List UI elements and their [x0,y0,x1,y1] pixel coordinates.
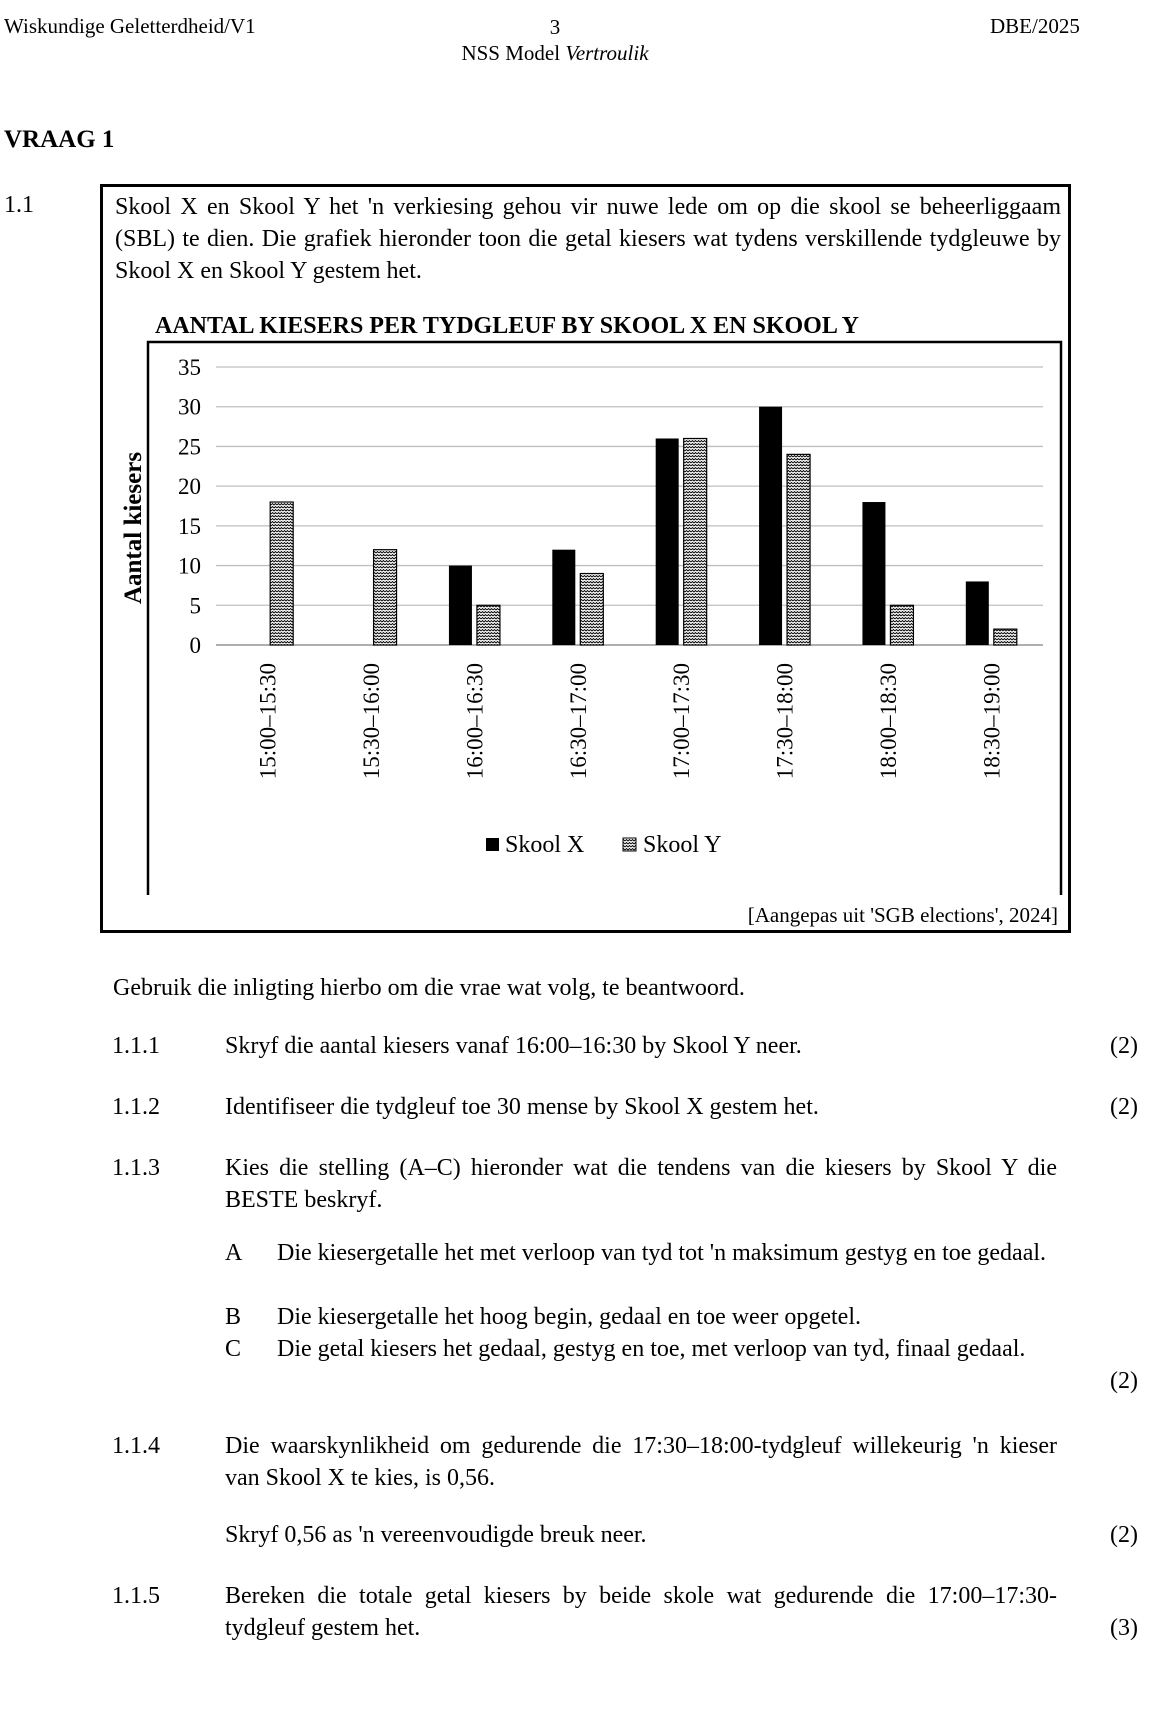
x-tick-label: 16:30–17:00 [565,663,591,780]
subq-number-2: 1.1.2 [112,1094,160,1120]
x-tick-label: 15:00–15:30 [255,663,281,780]
x-tick-label: 18:00–18:30 [875,663,901,780]
header-code: DBE/2025 [990,14,1080,38]
question-heading: VRAAG 1 [4,126,115,153]
subq-marks-1: (2) [1110,1033,1138,1059]
instruction-text: Gebruik die inligting hierbo om die vrae wat volg, te beantwoord. [113,975,745,1001]
y-tick-label: 35 [178,355,201,380]
subq-text-4: Die waarskynlikheid om gedurende die 17:30–18:00-tydgleuf willekeurig 'n kieser van Skool X te kies, is 0,56. [225,1433,1057,1491]
subq-number-3: 1.1.3 [112,1155,160,1181]
legend-label-skool-y: Skool Y [643,832,722,858]
option-text-a: Die kiesergetalle het met verloop van tyd tot 'n maksimum gestyg en toe gedaal. [277,1240,1047,1266]
y-tick-label: 25 [178,434,201,460]
x-tick-label: 17:30–18:00 [772,663,798,780]
option-text-c: Die getal kiesers het gedaal, gestyg en toe, met verloop van tyd, finaal gedaal. [277,1336,1026,1362]
subq-marks-3: (2) [1110,1368,1138,1394]
chart-title: AANTAL KIESERS PER TYDGLEUF BY SKOOL X EN SKOOL Y [155,313,859,339]
bar-skool-x [862,502,885,645]
y-tick-label: 10 [178,553,201,579]
bar-skool-x [552,550,575,645]
subq-number-1: 1.1.1 [112,1033,160,1059]
x-tick-label: 15:30–16:00 [359,663,385,780]
y-axis-label: Aantal kiesers [120,451,147,605]
legend-swatch-skool-y [623,838,636,851]
question-number: 1.1 [4,192,34,218]
subq-number-4: 1.1.4 [112,1433,160,1459]
bar-skool-y [994,629,1017,645]
subq-marks-5: (3) [1110,1615,1138,1641]
bar-skool-y [580,574,603,645]
chart-legend [486,832,721,858]
header-subject: Wiskundige Geletterdheid/V1 [4,14,256,38]
y-tick-label: 30 [178,394,201,420]
option-text-b: Die kiesergetalle het hoog begin, gedaal en toe weer opgetel. [277,1304,861,1330]
subq-marks-2: (2) [1110,1094,1138,1120]
header-confidentiality [0,40,1110,66]
x-tick-label: 18:30–19:00 [979,663,1005,780]
legend-swatch-skool-x [486,838,499,851]
legend-label-skool-x: Skool X [505,832,585,858]
bar-skool-x [759,407,782,645]
subq-text-4b: Skryf 0,56 as 'n vereenvoudigde breuk neer. [225,1522,647,1548]
bar-skool-x [656,438,679,645]
header-confidential-label: Vertroulik [565,41,649,65]
y-tick-label: 15 [178,513,201,539]
y-tick-label: 0 [189,633,201,658]
x-tick-label: 16:00–16:30 [462,663,488,780]
bar-skool-y [890,605,913,645]
question-intro: Skool X en Skool Y het 'n verkiesing gehou vir nuwe lede om op die skool se beheerliggaam (SBL) te dien. Die grafiek hieronder toon die getal kiesers wat tydens verskillende tydgleuwe by Skool X en Skool Y gestem het. [115,194,1061,284]
y-tick-label: 5 [189,593,201,619]
option-letter-b: B [225,1304,242,1330]
header-center [0,14,1110,66]
source-citation: [Aangepas uit 'SGB elections', 2024] [747,903,1058,927]
subq-marks-4: (2) [1110,1522,1138,1548]
subq-text-3: Kies die stelling (A–C) hieronder wat die tendens van die kiesers by Skool Y die BESTE beskryf. [225,1155,1057,1213]
bar-skool-y [477,605,500,645]
bar-skool-x [966,581,989,645]
bar-skool-y [270,502,293,645]
bar-chart [103,335,1068,895]
option-letter-c: C [225,1336,242,1362]
page-number: 3 [549,15,561,39]
bar-skool-y [787,454,810,645]
subq-text-1: Skryf die aantal kiesers vanaf 16:00–16:30 by Skool Y neer. [225,1033,802,1059]
subq-number-5: 1.1.5 [112,1583,160,1609]
subq-text-5: Bereken die totale getal kiesers by beide skole wat gedurende die 17:00–17:30-tydgleuf gestem het. [225,1583,1057,1641]
y-tick-label: 20 [178,474,201,500]
subq-text-2: Identifiseer die tydgleuf toe 30 mense by Skool X gestem het. [225,1094,819,1120]
option-letter-a: A [225,1240,243,1266]
bar-skool-y [684,438,707,645]
header-model-label: NSS Model [461,41,561,65]
bar-skool-x [449,566,472,645]
x-tick-label: 17:00–17:30 [669,663,695,780]
bar-skool-y [374,550,397,645]
question-box [100,184,1071,933]
